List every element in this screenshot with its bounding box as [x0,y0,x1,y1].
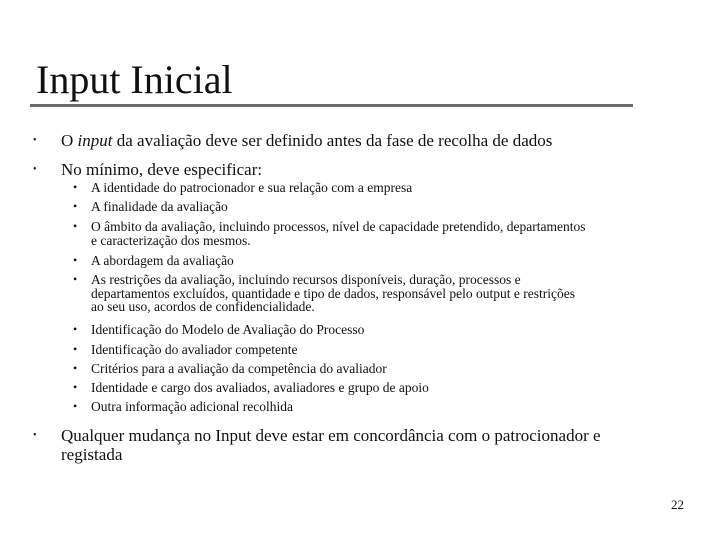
sub-bullet-item [73,199,691,214]
item-line: Identificação do avaliador competente [91,342,298,357]
item-line: O âmbito da avaliação, incluindo processos, nível de capacidade pretendido, departamentos [91,219,586,234]
sub-bullet-marker: • [73,380,78,394]
item-line: Qualquer mudança no Input deve estar em concordância com o patrocionador e [61,426,601,445]
item-line: Outra informação adicional recolhida [91,399,294,414]
item-line: departamentos excluídos, quantidade e tipo de dados, responsável pelo output e restrições [91,285,575,301]
item-line: Critérios para a avaliação da competência do avaliador [91,361,387,376]
sub-bullet-marker: • [73,180,78,194]
sub-bullet-marker: • [73,253,78,267]
item-line: ao seu uso, acordos de confidencialidade. [91,299,315,314]
item-text-prefix: O [61,131,78,150]
sub-bullet-item [73,219,691,248]
sub-bullet-marker: • [73,272,78,286]
sub-bullet-item [73,361,691,376]
item-line: Identificação do Modelo de Avaliação do Processo [91,322,365,337]
page-number: 22 [671,497,684,512]
sub-bullet-item [73,380,691,395]
item-text-suffix: da avaliação deve ser definido antes da fase de recolha de dados [112,131,553,150]
sub-bullet-item [73,180,691,195]
item-line: A abordagem da avaliação [91,253,234,268]
bullet-item-input-change [33,426,691,464]
sub-bullet-marker: • [73,399,78,413]
item-text: No mínimo, deve especificar: [61,160,263,179]
sub-bullet-marker: • [73,219,78,233]
sub-bullet-marker: • [73,322,78,336]
sub-bullet-marker: • [73,342,78,356]
item-line: e caracterização dos mesmos. [91,232,251,248]
bullet-item-input-definition [33,131,691,150]
bullet-marker: • [33,164,37,175]
bullet-item-minimum [33,160,691,179]
bullet-marker: • [33,430,37,441]
item-line: Identidade e cargo dos avaliados, avaliadores e grupo de apoio [91,380,429,395]
sub-bullet-item [73,253,691,268]
bullet-marker: • [33,135,37,146]
item-line: As restrições da avaliação, incluindo recursos disponíveis, duração, processos e [91,272,521,287]
sub-bullet-marker: • [73,361,78,375]
sub-bullet-item [73,322,691,337]
slide-title: Input Inicial [36,57,233,102]
item-line: A identidade do patrocionador e sua relação com a empresa [91,180,413,195]
sub-bullet-item [73,399,691,414]
item-line: A finalidade da avaliação [91,199,228,214]
item-line: registada [61,445,123,464]
item-text-emphasis: input [77,131,113,150]
sub-bullet-marker: • [73,199,78,213]
sub-bullet-item [73,272,691,314]
title-underline [30,104,633,107]
sub-bullet-item [73,342,691,357]
